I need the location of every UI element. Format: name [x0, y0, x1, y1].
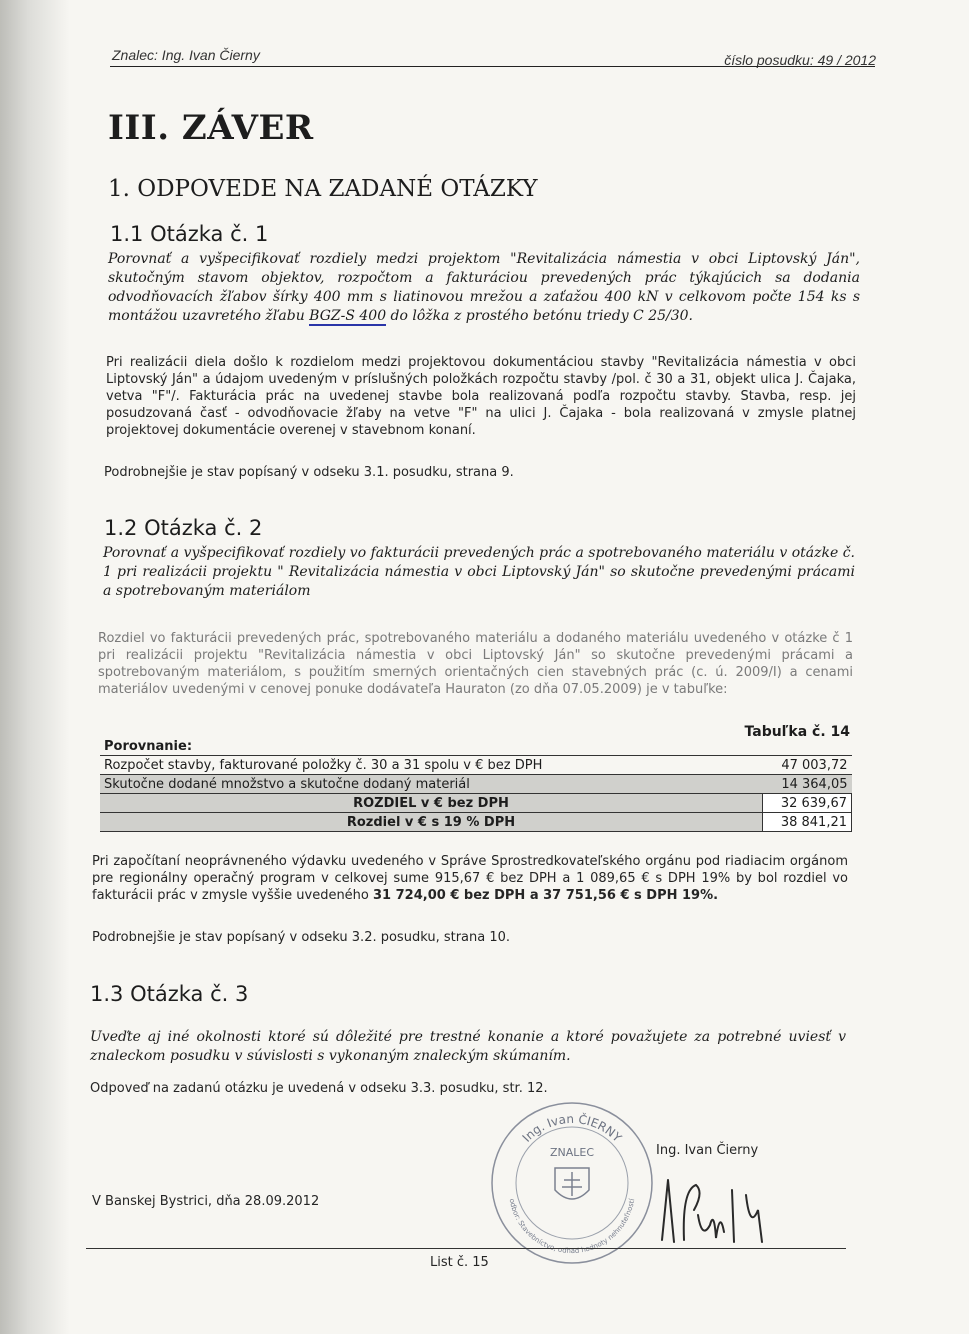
table-row-value: 32 639,67 [763, 794, 852, 813]
question-2-answer: Rozdiel vo fakturácii prevedených prác, spotrebovaného materiálu a dodaného materiálu uvedeného v otázke č 1 pri realizácii projektu "Revitalizácia námestia v obci Liptovský Ján" so skutočne prevedenými prácami a spotrebovaným materiálom, s použitím smerných orientačných cien stavebných prác (c. ú. 2009/I) a cenami materiálov uvedenými v cenovej ponuke dodávateľa Hauraton (zo dňa 07.05.2009) je v tabuľke: [98, 631, 853, 697]
handwritten-signature [654, 1170, 784, 1250]
table-row-label: Rozpočet stavby, fakturované položky č. 30 a 31 spolu v € bez DPH [100, 756, 763, 775]
svg-text:Ing. Ivan ČIERNY: Ing. Ivan ČIERNY [519, 1111, 625, 1145]
table-row [100, 775, 852, 794]
svg-text:ZNALEC: ZNALEC [549, 1146, 595, 1159]
table-row-label: Rozdiel v € s 19 % DPH [100, 813, 763, 832]
table-caption: Tabuľka č. 14 [744, 724, 850, 740]
question-1-heading: 1.1 Otázka č. 1 [110, 222, 269, 246]
table-row-label: Skutočne dodané množstvo a skutočne dodaný materiál [100, 775, 763, 794]
table-row-value: 38 841,21 [763, 813, 852, 832]
table-header-row [100, 737, 852, 756]
question-3-answer: Odpoveď na zadanú otázku je uvedená v odseku 3.3. posudku, str. 12. [90, 1081, 548, 1096]
question-2-text: Porovnať a vyšpecifikovať rozdiely vo fakturácii prevedených prác a spotrebovaného materiálu v otázke č. 1 pri realizácii projektu " Revitalizácia námestia v obci Liptovský Ján" so skutočne prevedenými prácami a spotrebovaným materiálom [103, 545, 855, 599]
question-2-note-amounts: 31 724,00 € bez DPH a 37 751,56 € s DPH 19%. [373, 888, 719, 903]
section-title: 1. ODPOVEDE NA ZADANÉ OTÁZKY [108, 176, 538, 202]
expert-seal-stamp [487, 1098, 657, 1268]
question-1-text-b: do lôžka z prostého betónu triedy C 25/30. [386, 308, 694, 324]
question-1-reference: Podrobnejšie je stav popísaný v odseku 3.1. posudku, strana 9. [104, 465, 514, 480]
header-report-number: číslo posudku: 49 / 2012 [724, 52, 876, 68]
svg-text:odbor: Stavebníctvo, odhad hod: odbor: Stavebníctvo, odhad hodnoty nehnuteľností [507, 1198, 637, 1256]
table-row [100, 756, 852, 775]
question-3-text: Uveďte aj iné okolnosti ktoré sú dôležité pre trestné konanie a ktoré považujete za potrebné uviesť v znaleckom posudku v súvislosti s vykonaným znaleckým skúmaním. [90, 1029, 846, 1064]
table-row-difference-vat [100, 813, 852, 832]
table-row-difference [100, 794, 852, 813]
place-date: V Banskej Bystrici, dňa 28.09.2012 [92, 1194, 320, 1209]
question-2-heading: 1.2 Otázka č. 2 [104, 516, 263, 540]
question-1-answer: Pri realizácii diela došlo k rozdielom medzi projektovou dokumentáciou stavby "Revitalizácia námestia v obci Liptovský Ján" a údajom uvedeným v príslušných položkách rozpočtu stavby /pol. č 30 a 31, objekt ulica J. Čajaka, vetva "F"/. Fakturácia prác na uvedenej stavbe bola realizovaná podľa rozpočtu stavby. Stavba, resp. jej posudzovaná časť - odvodňovacie žľaby na vetve "F" na ulici J. Čajaka - bola realizovaná v zmysle platnej projektovej dokumentácie overenej v stavebnom konaní. [106, 355, 856, 438]
table-row-value: 47 003,72 [763, 756, 852, 775]
header-rule [110, 66, 875, 67]
table-header: Porovnanie: [100, 737, 763, 756]
question-1-code: BGZ-S 400 [309, 308, 387, 324]
table-row-label: ROZDIEL v € bez DPH [100, 794, 763, 813]
signer-name: Ing. Ivan Čierny [656, 1143, 759, 1158]
sheet-number: List č. 15 [430, 1255, 489, 1270]
footer-rule [86, 1248, 846, 1249]
table-row-value: 14 364,05 [763, 775, 852, 794]
header-expert: Znalec: Ing. Ivan Čierny [112, 47, 260, 63]
chapter-title: III. ZÁVER [108, 108, 314, 148]
question-2-reference: Podrobnejšie je stav popísaný v odseku 3.2. posudku, strana 10. [92, 930, 511, 945]
question-1-text-a: Porovnať a vyšpecifikovať rozdiely medzi projektom "Revitalizácia námestia v obci Liptovský Ján", skutočným stavom objektov, rozpočtom a fakturáciou prevedených prác týkajúcich sa dodania odvodňovacích žľabov šírky 400 mm s liatinovou mrežou a zaťažou 400 kN v celkovom počte 154 ks s montážou uzavretého žľabu [108, 251, 860, 324]
question-1-text [108, 250, 860, 326]
question-2-note: Pri započítaní neoprávneného výdavku uvedeného v Správe Sprostredkovateľského orgánu pod riadiacim orgánom pre regionálny operačný program v celkovej sume 915,67 € bez DPH a 1 089,65 € s DPH 19% by bol rozdiel vo fakturácii prác v zmysle vyššie uvedeného 31 724,00 € bez DPH a 37 751,56 € s DPH 19%. [92, 854, 848, 903]
scan-edge-shadow [0, 0, 70, 1334]
comparison-table [100, 737, 852, 832]
question-3-heading: 1.3 Otázka č. 3 [90, 982, 249, 1006]
